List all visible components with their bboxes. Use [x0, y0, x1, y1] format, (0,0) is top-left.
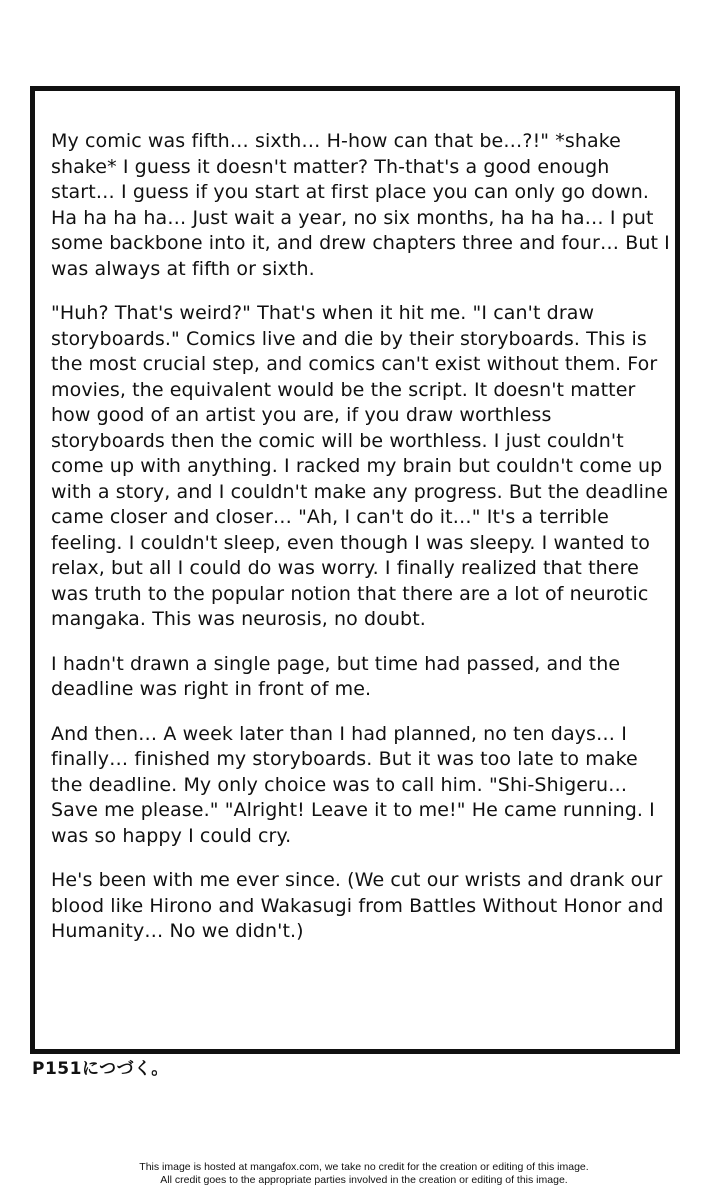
paragraph-5: He's been with me ever since. (We cut our wrists and drank our blood like Hirono and Wakasugi from Battles Without Honor and Humanity… No we didn't.) — [51, 869, 664, 942]
hosting-credit-line-2: All credit goes to the appropriate parties involved in the creation or editing of this image. — [160, 1174, 568, 1186]
text-panel-frame — [30, 86, 680, 1054]
paragraph-3: I hadn't drawn a single page, but time had passed, and the deadline was right in front of me. — [51, 652, 621, 700]
paragraph-2: "Huh? That's weird?" That's when it hit me. "I can't draw storyboards." Comics live and die by their storyboards. This is the most crucial step, and comics can't exist without them. For movies, the equivalent would be the script. It doesn't matter how good of an artist you are, if you draw worthless storyboards then the comic will be worthless. I just couldn't come up with anything. I racked my brain but couldn't come up with a story, and I couldn't make any progress. But the deadline came closer and closer… "Ah, I can't do it…" It's a terrible feeling. I couldn't sleep, even though I was sleepy. I wanted to relax, but all I could do was worry. I finally realized that there was truth to the popular notion that there are a lot of neurotic mangaka. This was neurosis, no doubt. — [51, 302, 668, 630]
paragraph-1: My comic was fifth… sixth… H-how can that be…?!" *shake shake* I guess it doesn't matter? Th-that's a good enough start… I guess if you start at first place you can only go down. Ha ha ha ha… Just wait a year, no six months, ha ha ha… I put some backbone into it, and drew chapters three and four… But I was always at fifth or sixth. — [51, 130, 670, 280]
continued-note: P151につづく。 — [32, 1059, 169, 1079]
hosting-credit-line-1: This image is hosted at mangafox.com, we take no credit for the creation or editing of this image. — [139, 1161, 589, 1173]
paragraph-4: And then… A week later than I had planned, no ten days… I finally… finished my storyboards. But it was too late to make the deadline. My only choice was to call him. "Shi-Shigeru… Save me please." "Alright! Leave it to me!" He came running. I was so happy I could cry. — [51, 722, 655, 847]
text-panel-body — [51, 129, 671, 964]
